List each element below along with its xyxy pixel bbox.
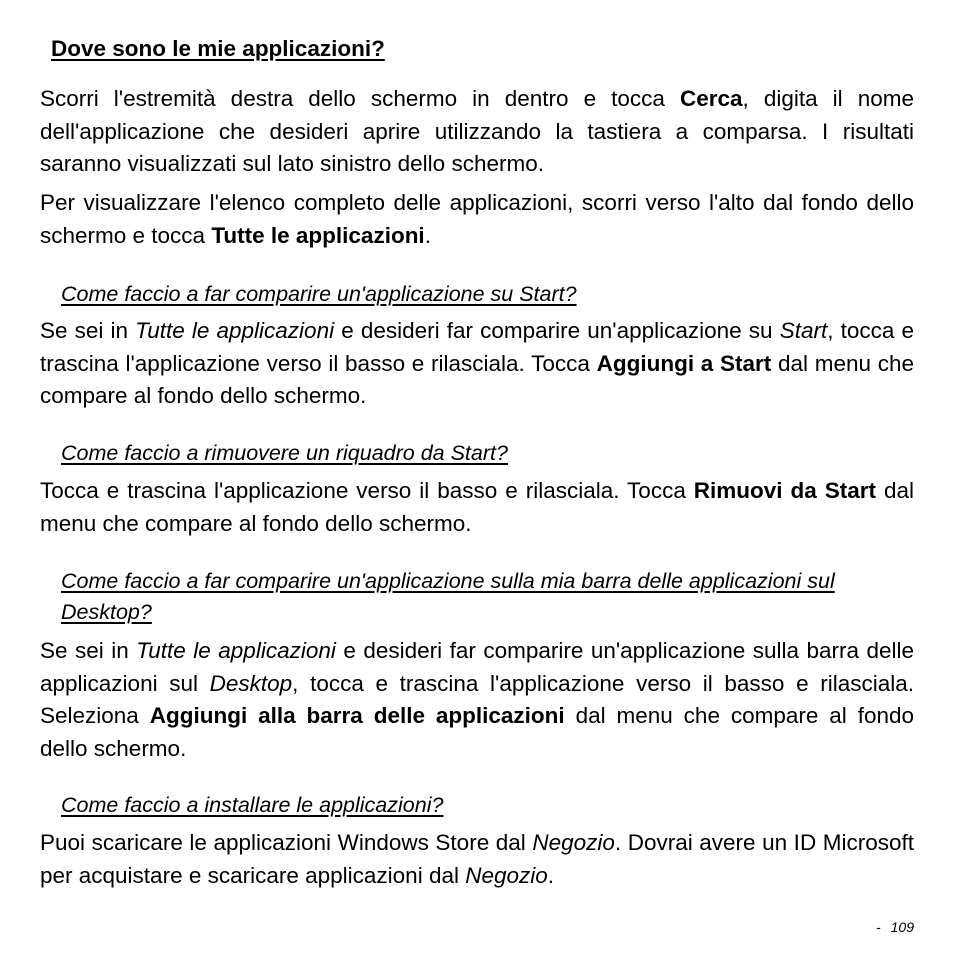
paragraph-remove-tile xyxy=(40,475,914,540)
paragraph-all-apps xyxy=(40,187,914,252)
question-heading-pin-to-taskbar: Come faccio a far comparire un'applicazione sulla mia barra delle applicazioni sul Desktop? xyxy=(61,569,835,624)
paragraph-search-apps xyxy=(40,83,914,181)
footer-dash: - xyxy=(875,919,881,935)
section-heading: Dove sono le mie applicazioni? xyxy=(51,36,385,61)
paragraph-pin-to-taskbar xyxy=(40,635,914,765)
text-run: dal menu che compare al fondo dello schermo. xyxy=(40,478,914,536)
bold-term-aggiungi-alla-barra: Aggiungi alla barra delle applicazioni xyxy=(149,703,565,728)
bold-term-cerca: Cerca xyxy=(679,86,743,111)
text-run: e desideri far comparire un'applicazione sulla barra delle applicazioni sul xyxy=(40,638,914,696)
text-run: . Dovrai avere un ID Microsoft per acquistare e scaricare applicazioni dal xyxy=(40,830,915,888)
italic-term: Tutte le applicazioni xyxy=(136,638,336,663)
text-run: , tocca e trascina l'applicazione verso il basso e rilasciala. Seleziona xyxy=(40,670,914,728)
paragraph-install-apps xyxy=(40,827,914,892)
page-footer xyxy=(876,917,914,937)
text-run: dal menu che compare al fondo dello schermo. xyxy=(40,703,915,761)
text-run: Tocca e trascina l'applicazione verso il basso e rilasciala. Tocca xyxy=(40,478,694,503)
text-run: Se sei in xyxy=(40,638,137,663)
text-run: dal menu che compare al fondo dello schermo. xyxy=(40,350,914,408)
text-run: Se sei in xyxy=(40,318,136,343)
italic-term-negozio: Negozio xyxy=(465,862,548,888)
paragraph-pin-to-start xyxy=(40,315,914,413)
text-run: Puoi scaricare le applicazioni Windows Store dal xyxy=(40,830,533,855)
question-heading-install-apps: Come faccio a installare le applicazioni? xyxy=(61,793,444,817)
text-run: . xyxy=(424,222,431,248)
text-run: . xyxy=(547,862,555,888)
text-run: , digita il nome dell'applicazione che desideri aprire utilizzando la tastiera a comparsa. I risultati saranno visualizzati sul lato sinistro dello schermo. xyxy=(40,86,915,176)
bold-term-rimuovi-da-start: Rimuovi da Start xyxy=(693,478,876,503)
italic-term: Tutte le applicazioni xyxy=(135,318,335,343)
italic-term: Start xyxy=(779,318,828,343)
text-run: Per visualizzare l'elenco completo delle applicazioni, scorri verso l'alto dal fondo dello schermo e tocca xyxy=(40,190,914,248)
italic-term: Desktop xyxy=(209,670,293,696)
text-run: Scorri l'estremità destra dello schermo in dentro e tocca xyxy=(40,86,680,111)
page-number: 109 xyxy=(890,919,914,935)
question-heading-remove-tile: Come faccio a rimuovere un riquadro da Start? xyxy=(61,441,508,465)
text-run: , tocca e trascina l'applicazione verso il basso e rilasciala. Tocca xyxy=(40,318,914,376)
bold-term-aggiungi-a-start: Aggiungi a Start xyxy=(596,350,772,376)
italic-term-negozio: Negozio xyxy=(532,830,615,855)
bold-term-tutte-le-applicazioni: Tutte le applicazioni xyxy=(211,222,425,248)
question-heading-pin-to-start: Come faccio a far comparire un'applicazione su Start? xyxy=(61,282,577,306)
text-run: e desideri far comparire un'applicazione su xyxy=(334,318,780,343)
